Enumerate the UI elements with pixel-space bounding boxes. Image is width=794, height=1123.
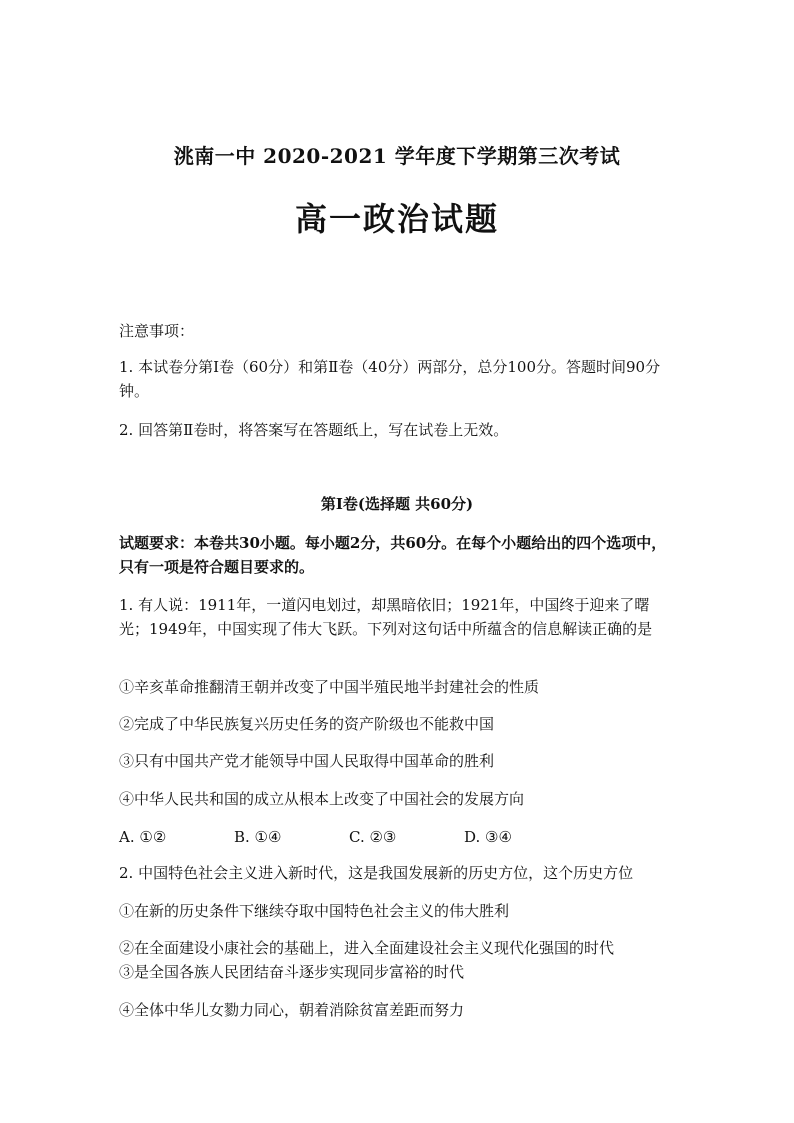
question-2-item-3: ③是全国各族人民团结奋斗逐步实现同步富裕的时代 xyxy=(119,963,465,981)
question-1-item-1: ①辛亥革命推翻清王朝并改变了中国半殖民地半封建社会的性质 xyxy=(119,678,540,696)
question-1-item-3: ③只有中国共产党才能领导中国人民取得中国革命的胜利 xyxy=(119,752,495,770)
question-1-item-4: ④中华人民共和国的成立从根本上改变了中国社会的发展方向 xyxy=(119,790,525,808)
question-2-stem: 2. 中国特色社会主义进入新时代，这是我国发展新的历史方位，这个历史方位 xyxy=(119,864,634,882)
notice-heading: 注意事项： xyxy=(119,322,195,340)
option-c: C. ②③ xyxy=(349,828,397,846)
question-1-options xyxy=(119,825,675,849)
option-d: D. ③④ xyxy=(464,828,512,846)
exam-title: 洮南一中 2020-2021 学年度下学期第三次考试 xyxy=(173,144,621,168)
question-2-item-2: ②在全面建设小康社会的基础上，进入全面建设社会主义现代化强国的时代 xyxy=(119,939,615,957)
question-2-item-1: ①在新的历史条件下继续夺取中国特色社会主义的伟大胜利 xyxy=(119,902,510,920)
notice-item-1: 1. 本试卷分第Ⅰ卷（60分）和第Ⅱ卷（40分）两部分，总分100分。答题时间90分钟。 xyxy=(119,358,661,400)
notice-item-2: 2. 回答第Ⅱ卷时，将答案写在答题纸上，写在试卷上无效。 xyxy=(119,421,509,439)
question-1-item-2: ②完成了中华民族复兴历史任务的资产阶级也不能救中国 xyxy=(119,715,495,733)
question-2-item-4: ④全体中华儿女勠力同心，朝着消除贫富差距而努力 xyxy=(119,1001,465,1019)
option-a: A. ①② xyxy=(119,828,167,846)
subject-title: 高一政治试题 xyxy=(294,200,499,238)
section-requirement: 试题要求：本卷共30小题。每小题2分，共60分。在每个小题给出的四个选项中，只有一项是符合题目要求的。 xyxy=(119,534,667,576)
option-b: B. ①④ xyxy=(234,828,282,846)
question-1-stem: 1. 有人说：1911年，一道闪电划过，却黑暗依旧；1921年，中国终于迎来了曙光；1949年，中国实现了伟大飞跃。下列对这句话中所蕴含的信息解读正确的是 xyxy=(119,596,653,638)
section-heading: 第Ⅰ卷(选择题 共60分) xyxy=(320,495,474,513)
